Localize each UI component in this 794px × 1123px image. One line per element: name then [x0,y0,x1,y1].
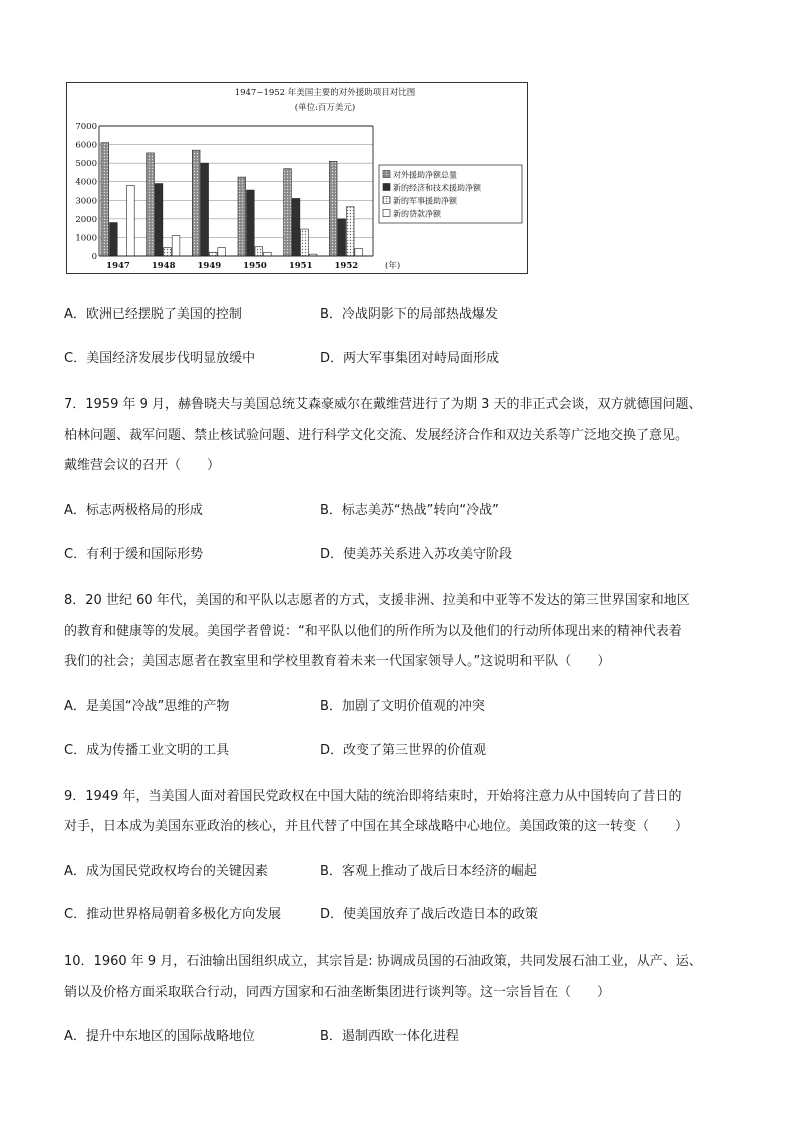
bar-1952-s3 [346,207,354,256]
q9-option-a[interactable]: A．成为国民党政权垮台的关键因素 [64,864,268,879]
bar-1951-s3 [301,229,309,256]
y-tick-label: 5000 [75,159,97,170]
bar-1949-s4 [218,248,226,256]
legend-swatch [383,171,390,178]
bar-1948-s2 [155,184,163,256]
q7-stem-line1: 7．1959 年 9 月，赫鲁晓夫与美国总统艾森豪威尔在戴维营进行了为期 3 天的非正式会谈，双方就德国问题、 [64,397,702,412]
y-tick-label: 1000 [75,233,97,244]
legend-label: 新的贷款净额 [393,209,441,219]
q8-stem-line3: 我们的社会；美国志愿者在教室里和学校里教育着未来一代国家领导人。”这说明和平队（ ） [64,654,611,669]
bar-1948-s3 [164,248,172,256]
q8-option-c[interactable]: C．成为传播工业文明的工具 [64,743,230,758]
q9-option-d[interactable]: D．使美国放弃了战后改造日本的政策 [320,907,539,922]
bar-1948-s4 [172,236,180,256]
chart-svg [67,83,527,273]
q8-option-b[interactable]: B．加剧了文明价值观的冲突 [320,699,485,714]
bar-1948-s1 [147,153,155,256]
q7-stem-line3: 戴维营会议的召开（ ） [64,458,221,473]
q9-option-b[interactable]: B．客观上推动了战后日本经济的崛起 [320,864,537,879]
x-tick-label: 1948 [151,261,176,271]
x-tick-label: 1951 [288,261,313,271]
x-tick-label: 1949 [197,261,222,271]
y-tick-label: 6000 [75,140,97,151]
y-tick-label: 4000 [75,177,97,188]
legend-swatch [383,210,390,217]
q6-option-d[interactable]: D．两大军事集团对峙局面形成 [320,351,500,366]
legend-label: 新的军事援助净额 [393,196,457,206]
q10-option-a[interactable]: A．提升中东地区的国际战略地位 [64,1029,255,1044]
bar-1951-s1 [284,169,292,256]
chart-title: 1947~1952 年美国主要的对外援助项目对比图 [234,88,416,98]
y-tick-label: 2000 [75,214,97,225]
bar-1949-s3 [209,252,217,256]
legend-label: 新的经济和技术援助净额 [393,183,481,193]
x-tick-label: 1947 [106,261,130,271]
q7-option-c[interactable]: C．有利于缓和国际形势 [64,547,204,562]
q7-stem-line2: 柏林问题、裁军问题、禁止核试验问题、进行科学文化交流、发展经济合作和双边关系等广泛地交换了意见。 [64,428,689,443]
q9-option-c[interactable]: C．推动世界格局朝着多极化方向发展 [64,907,282,922]
q9-stem-line2: 对手，日本成为美国东亚政治的核心，并且代替了中国在其全球战略中心地位。美国政策的这一转变（ ） [64,819,689,834]
x-tick-label: 1950 [243,261,267,271]
bar-1949-s1 [192,150,200,256]
legend-swatch [383,184,390,191]
bar-1952-s1 [329,161,337,256]
aid-comparison-chart [66,82,528,274]
chart-subtitle: (单位:百万美元) [294,103,356,113]
y-tick-label: 3000 [75,196,97,207]
q7-option-b[interactable]: B．标志美苏“热战”转向“冷战” [320,503,499,518]
bar-1950-s4 [264,252,272,256]
bar-1947-s4 [127,185,135,256]
q6-option-c[interactable]: C．美国经济发展步伐明显放缓中 [64,351,256,366]
bar-1947-s1 [101,143,109,256]
q9-stem-line1: 9．1949 年，当美国人面对着国民党政权在中国大陆的统治即将结束时，开始将注意力从中国转向了昔日的 [64,789,682,804]
bar-1951-s2 [292,198,300,256]
q8-option-a[interactable]: A．是美国“冷战”思维的产物 [64,699,230,714]
q6-option-a[interactable]: A．欧洲已经摆脱了美国的控制 [64,307,242,322]
y-tick-label: 7000 [75,122,97,132]
y-tick-label: 0 [91,252,97,262]
bar-1950-s2 [247,190,255,256]
q10-stem-line1: 10．1960 年 9 月，石油输出国组织成立，其宗旨是: 协调成员国的石油政策，共同发展石油工业，从产、运、 [64,954,702,969]
bar-1952-s4 [355,249,363,256]
q8-stem-line1: 8．20 世纪 60 年代，美国的和平队以志愿者的方式，支援非洲、拉美和中亚等不发达的第三世界国家和地区 [64,593,690,608]
q8-option-d[interactable]: D．改变了第三世界的价值观 [320,743,487,758]
bar-1952-s2 [338,219,346,256]
bar-1949-s2 [201,163,209,256]
chart-legend [379,165,522,223]
q10-option-b[interactable]: B．遏制西欧一体化进程 [320,1029,459,1044]
q6-option-b[interactable]: B．冷战阴影下的局部热战爆发 [320,307,498,322]
legend-label: 对外援助净额总量 [393,170,457,180]
x-tick-label: 1952 [334,261,359,271]
x-axis-unit: (年) [385,261,401,271]
q7-option-d[interactable]: D．使美苏关系进入苏攻美守阶段 [320,547,513,562]
bar-1950-s3 [255,247,263,256]
legend-swatch [383,197,390,204]
chart-bars [101,143,363,256]
q7-option-a[interactable]: A．标志两极格局的形成 [64,503,203,518]
bar-1947-s2 [110,223,118,256]
q8-stem-line2: 的教育和健康等的发展。美国学者曾说：“和平队以他们的所作所为以及他们的行动所体现出来的精神代表着 [64,624,682,639]
bar-1950-s1 [238,177,246,256]
q10-stem-line2: 销以及价格方面采取联合行动，同西方国家和石油垄断集团进行谈判等。这一宗旨旨在（ ） [64,985,611,1000]
